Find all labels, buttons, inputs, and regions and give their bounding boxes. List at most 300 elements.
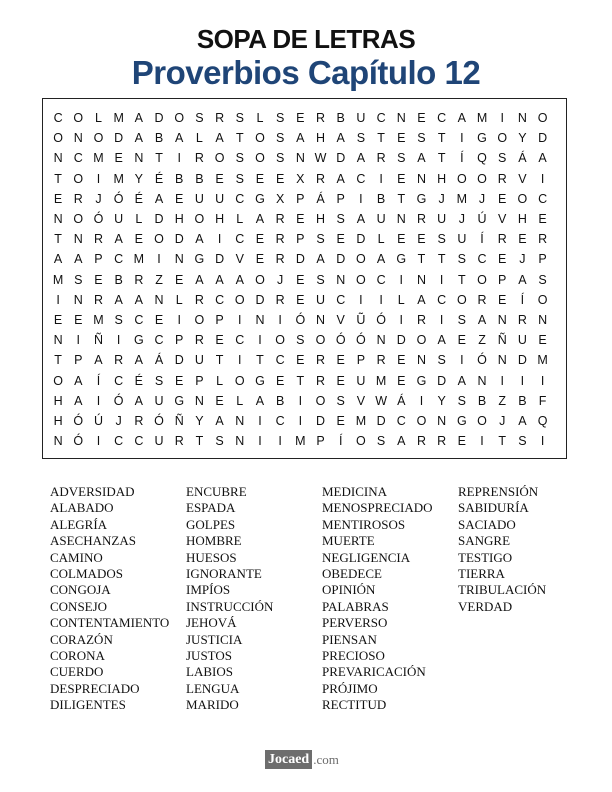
grid-letter: A xyxy=(336,131,345,146)
grid-letter: Ó xyxy=(295,313,306,327)
grid-letter: U xyxy=(154,434,164,449)
grid-letter: A xyxy=(477,313,487,327)
grid-letter: N xyxy=(53,212,63,226)
grid-letter: S xyxy=(457,252,467,267)
word-list-item: NEGLIGENCIA xyxy=(322,549,411,565)
grid-letter: R xyxy=(538,232,548,247)
grid-letter: B xyxy=(154,131,164,146)
grid-letter: R xyxy=(194,333,204,348)
grid-letter: Q xyxy=(477,151,487,166)
word-list-column-2 xyxy=(186,484,273,713)
grid-row xyxy=(43,148,568,168)
grid-letter: I xyxy=(258,434,262,449)
grid-letter: Z xyxy=(478,333,486,348)
grid-letter: G xyxy=(396,252,407,267)
word-list-item: TRIBULACIÓN xyxy=(458,582,547,598)
grid-letter: S xyxy=(296,333,305,348)
grid-letter: A xyxy=(376,252,386,267)
grid-letter: P xyxy=(175,333,184,348)
grid-letter: S xyxy=(336,212,345,226)
word-list-item: DILIGENTES xyxy=(50,697,126,713)
grid-letter: E xyxy=(518,232,527,247)
grid-letter: E xyxy=(255,252,265,267)
grid-letter: D xyxy=(517,353,527,368)
grid-letter: C xyxy=(477,252,487,267)
grid-letter: N xyxy=(416,171,426,186)
grid-letter: R xyxy=(275,292,285,307)
grid-letter: O xyxy=(497,131,508,146)
grid-letter: I xyxy=(96,434,101,449)
grid-letter: G xyxy=(133,333,144,348)
word-list-item: JUSTOS xyxy=(186,647,233,663)
grid-letter: A xyxy=(437,333,446,348)
grid-row xyxy=(43,108,568,128)
grid-letter: S xyxy=(275,131,285,146)
grid-letter: O xyxy=(315,333,326,348)
grid-letter: S xyxy=(457,313,467,327)
grid-row xyxy=(43,310,568,330)
grid-letter: R xyxy=(316,171,326,186)
grid-letter: Ú xyxy=(477,212,487,226)
grid-letter: N xyxy=(53,434,63,449)
grid-letter: S xyxy=(336,393,345,408)
grid-letter: J xyxy=(438,191,445,206)
grid-letter: C xyxy=(235,232,245,247)
grid-letter: S xyxy=(154,373,164,388)
grid-letter: C xyxy=(396,414,406,428)
grid-letter: G xyxy=(416,191,427,206)
grid-letter: V xyxy=(235,252,244,267)
grid-letter: O xyxy=(234,292,245,307)
grid-letter: I xyxy=(258,333,262,348)
grid-letter: Á xyxy=(397,393,406,408)
grid-letter: B xyxy=(518,393,527,408)
word-list-item: PIENSAN xyxy=(322,631,377,647)
word-list-item: PRECIOSO xyxy=(322,647,385,663)
grid-letter: Á xyxy=(316,191,325,206)
grid-row xyxy=(43,330,568,350)
grid-letter: A xyxy=(134,131,144,146)
grid-letter: D xyxy=(336,151,346,166)
word-list-item: JEHOVÁ xyxy=(186,615,237,631)
word-list-item: VERDAD xyxy=(458,598,513,614)
grid-letter: I xyxy=(540,373,545,388)
grid-letter: Ũ xyxy=(356,313,366,327)
grid-row xyxy=(43,249,568,269)
grid-row xyxy=(43,391,568,411)
grid-letter: E xyxy=(255,171,265,186)
grid-letter: Ó xyxy=(73,434,84,449)
grid-letter: M xyxy=(355,414,367,428)
grid-letter: N xyxy=(477,373,487,388)
grid-letter: D xyxy=(437,373,447,388)
grid-letter: G xyxy=(416,373,427,388)
grid-letter: W xyxy=(375,393,387,408)
grid-letter: O xyxy=(154,232,164,247)
grid-letter: I xyxy=(177,151,181,166)
grid-letter: R xyxy=(174,434,184,449)
grid-letter: O xyxy=(456,292,467,307)
grid-letter: S xyxy=(376,434,386,449)
grid-letter: C xyxy=(538,191,548,206)
grid-letter: A xyxy=(74,252,83,267)
grid-letter: N xyxy=(416,272,426,287)
grid-letter: E xyxy=(498,292,507,307)
word-list-item: SABIDURÍA xyxy=(458,500,529,516)
grid-letter: E xyxy=(397,373,406,388)
grid-letter: E xyxy=(53,313,63,327)
grid-letter: R xyxy=(437,434,447,449)
grid-letter: O xyxy=(255,272,265,287)
grid-letter: T xyxy=(235,131,244,146)
grid-letter: S xyxy=(417,131,426,146)
grid-letter: I xyxy=(359,292,363,307)
grid-letter: M xyxy=(295,434,306,449)
grid-letter: G xyxy=(255,191,265,206)
grid-letter: I xyxy=(177,313,181,327)
grid-letter: P xyxy=(356,353,366,368)
grid-letter: C xyxy=(356,171,366,186)
word-list-item: OBEDECE xyxy=(322,565,382,581)
grid-letter: I xyxy=(500,111,504,125)
grid-letter: S xyxy=(195,111,204,125)
grid-letter: T xyxy=(54,232,62,247)
grid-letter: E xyxy=(397,232,406,247)
grid-letter: N xyxy=(497,353,507,368)
grid-letter: O xyxy=(416,333,427,348)
grid-letter: R xyxy=(275,252,285,267)
grid-letter: A xyxy=(74,393,83,408)
word-list-item: CONSEJO xyxy=(50,598,108,614)
grid-letter: O xyxy=(477,272,487,287)
grid-letter: E xyxy=(94,272,103,287)
word-list-column-4 xyxy=(458,484,546,615)
grid-letter: E xyxy=(275,171,285,186)
grid-letter: I xyxy=(278,434,282,449)
grid-letter: I xyxy=(238,313,242,327)
grid-letter: I xyxy=(399,272,404,287)
grid-letter: R xyxy=(416,212,426,226)
grid-letter: O xyxy=(53,373,63,388)
grid-letter: C xyxy=(275,414,285,428)
grid-row xyxy=(43,350,568,370)
grid-letter: E xyxy=(417,232,426,247)
grid-letter: A xyxy=(397,434,406,449)
grid-letter: M xyxy=(93,313,104,327)
grid-letter: C xyxy=(235,333,245,348)
grid-letter: U xyxy=(154,393,164,408)
grid-letter: R xyxy=(497,171,507,186)
grid-letter: Ñ xyxy=(174,414,184,428)
grid-letter: E xyxy=(154,313,164,327)
word-list-item: ADVERSIDAD xyxy=(50,484,135,499)
grid-letter: Ú xyxy=(93,414,103,428)
grid-letter: I xyxy=(238,353,242,368)
grid-letter: C xyxy=(53,111,63,125)
grid-letter: E xyxy=(538,212,547,226)
grid-letter: A xyxy=(235,272,244,287)
grid-letter: S xyxy=(437,232,446,247)
grid-letter: P xyxy=(94,252,103,267)
grid-letter: Í xyxy=(96,373,101,388)
grid-row xyxy=(43,189,568,209)
grid-letter: L xyxy=(216,373,224,388)
grid-letter: B xyxy=(114,272,123,287)
grid-letter: I xyxy=(399,313,404,327)
grid-letter: G xyxy=(255,373,265,388)
grid-letter: N xyxy=(517,111,527,125)
grid-letter: E xyxy=(255,232,265,247)
grid-letter: N xyxy=(73,232,83,247)
grid-letter: V xyxy=(356,393,366,408)
grid-letter: Ó xyxy=(376,313,386,327)
grid-letter: O xyxy=(315,393,326,408)
word-list-item: MARIDO xyxy=(186,697,239,713)
grid-letter: M xyxy=(476,111,488,125)
grid-letter: E xyxy=(134,232,144,247)
word-list-item: MEDICINA xyxy=(322,484,387,499)
grid-letter: I xyxy=(379,171,383,186)
grid-letter: A xyxy=(53,252,63,267)
grid-letter: C xyxy=(215,292,225,307)
brand-name: Jocaed xyxy=(265,750,312,769)
grid-letter: N xyxy=(235,434,245,449)
brand-logo[interactable] xyxy=(265,749,339,769)
word-list-item: CORONA xyxy=(50,647,105,663)
grid-letter: V xyxy=(518,171,527,186)
grid-letter: F xyxy=(538,393,547,408)
grid-letter: W xyxy=(314,151,327,166)
grid-letter: B xyxy=(175,171,184,186)
word-list-item: HUESOS xyxy=(186,549,237,565)
grid-letter: L xyxy=(135,212,143,226)
grid-letter: O xyxy=(416,414,427,428)
grid-letter: N xyxy=(154,292,164,307)
grid-letter: I xyxy=(460,131,464,146)
grid-letter: T xyxy=(195,434,204,449)
grid-letter: H xyxy=(316,131,326,146)
grid-letter: M xyxy=(456,191,468,206)
grid-letter: R xyxy=(215,111,225,125)
word-list-item: LABIOS xyxy=(186,664,233,680)
grid-letter: H xyxy=(517,212,527,226)
grid-letter: G xyxy=(174,393,185,408)
grid-letter: E xyxy=(215,171,224,186)
grid-letter: D xyxy=(336,252,346,267)
grid-letter: A xyxy=(134,393,144,408)
grid-letter: N xyxy=(53,333,63,348)
grid-letter: Z xyxy=(498,393,507,408)
grid-letter: O xyxy=(537,292,548,307)
grid-letter: B xyxy=(336,111,345,125)
grid-letter: E xyxy=(215,333,224,348)
grid-letter: U xyxy=(457,232,467,247)
grid-letter: A xyxy=(417,292,426,307)
grid-letter: U xyxy=(376,212,386,226)
grid-letter: S xyxy=(74,272,83,287)
grid-letter: I xyxy=(56,292,60,307)
grid-letter: M xyxy=(52,272,64,287)
grid-letter: E xyxy=(296,292,305,307)
grid-letter: C xyxy=(437,292,447,307)
grid-letter: R xyxy=(416,313,426,327)
grid-letter: T xyxy=(54,171,62,186)
word-list-item: SACIADO xyxy=(458,516,516,532)
grid-letter: A xyxy=(195,232,204,247)
grid-letter: Z xyxy=(155,272,163,287)
grid-letter: H xyxy=(53,414,63,428)
grid-row xyxy=(43,270,568,290)
grid-letter: S xyxy=(457,393,467,408)
word-list-item: ENCUBRE xyxy=(186,484,247,499)
grid-letter: A xyxy=(154,191,164,206)
grid-letter: O xyxy=(73,171,84,186)
grid-letter: A xyxy=(215,272,224,287)
grid-letter: O xyxy=(477,171,487,186)
grid-letter: R xyxy=(376,353,386,368)
grid-letter: N xyxy=(437,414,447,428)
grid-letter: A xyxy=(134,292,144,307)
grid-letter: C xyxy=(437,111,447,125)
grid-letter: S xyxy=(538,272,547,287)
grid-letter: I xyxy=(419,393,424,408)
grid-letter: L xyxy=(175,292,183,307)
grid-letter: D xyxy=(316,414,326,428)
grid-letter: Í xyxy=(338,434,343,449)
word-list-item: TESTIGO xyxy=(458,549,513,565)
word-list-item: GOLPES xyxy=(186,516,236,532)
grid-letter: E xyxy=(417,111,426,125)
grid-letter: O xyxy=(174,111,185,125)
grid-letter: T xyxy=(437,131,446,146)
grid-letter: Ó xyxy=(335,333,346,348)
grid-letter: J xyxy=(95,191,102,206)
grid-letter: A xyxy=(457,111,467,125)
grid-letter: S xyxy=(397,151,406,166)
grid-letter: I xyxy=(439,272,444,287)
grid-letter: G xyxy=(477,131,487,146)
grid-letter: N xyxy=(396,212,406,226)
grid-letter: T xyxy=(54,353,62,368)
word-list-column-1 xyxy=(50,484,169,713)
grid-letter: N xyxy=(396,111,406,125)
grid-letter: I xyxy=(298,414,303,428)
grid-letter: N xyxy=(73,292,83,307)
grid-letter: N xyxy=(497,313,507,327)
grid-letter: T xyxy=(215,353,224,368)
word-list-column-3 xyxy=(322,484,433,713)
grid-letter: Y xyxy=(134,171,144,186)
grid-letter: J xyxy=(115,414,122,428)
grid-letter: S xyxy=(275,151,285,166)
grid-letter: O xyxy=(517,191,528,206)
grid-letter: A xyxy=(134,111,144,125)
grid-row xyxy=(43,411,568,431)
grid-letter: A xyxy=(114,232,123,247)
word-list-item: JUSTICIA xyxy=(186,631,243,647)
grid-letter: J xyxy=(458,212,465,226)
grid-letter: I xyxy=(76,333,81,348)
grid-letter: E xyxy=(397,171,406,186)
grid-letter: É xyxy=(134,191,144,206)
grid-letter: A xyxy=(538,151,547,166)
grid-letter: D xyxy=(356,232,366,247)
grid-letter: E xyxy=(296,111,305,125)
grid-letter: R xyxy=(497,232,507,247)
grid-letter: O xyxy=(537,111,548,125)
grid-letter: O xyxy=(194,212,205,226)
grid-letter: R xyxy=(134,272,144,287)
grid-letter: D xyxy=(396,333,406,348)
word-list-item: SANGRE xyxy=(458,533,511,549)
grid-letter: Y xyxy=(437,393,446,408)
page-title: SOPA DE LETRAS xyxy=(196,24,416,54)
word-list-item: PERVERSO xyxy=(322,615,388,631)
grid-letter: S xyxy=(356,131,366,146)
grid-letter: P xyxy=(336,191,345,206)
grid-letter: A xyxy=(316,252,325,267)
grid-letter: Ó xyxy=(93,212,104,226)
grid-letter: J xyxy=(499,414,506,428)
grid-letter: C xyxy=(376,111,386,125)
grid-letter: Í xyxy=(460,151,464,166)
grid-letter: C xyxy=(336,292,346,307)
grid-letter: P xyxy=(316,434,325,449)
grid-letter: I xyxy=(540,171,545,186)
grid-letter: Ó xyxy=(113,393,124,408)
grid-letter: A xyxy=(518,414,527,428)
grid-letter: Í xyxy=(480,232,484,247)
grid-letter: B xyxy=(376,191,386,206)
word-list-item: HOMBRE xyxy=(186,533,242,549)
grid-letter: D xyxy=(215,252,225,267)
grid-letter: I xyxy=(298,393,303,408)
grid-letter: H xyxy=(215,212,225,226)
grid-letter: X xyxy=(296,171,305,186)
grid-letter: É xyxy=(154,171,164,186)
grid-letter: U xyxy=(114,212,124,226)
grid-row xyxy=(43,371,568,391)
grid-letter: Ó xyxy=(356,333,366,348)
word-list-item: DESPRECIADO xyxy=(50,680,140,696)
grid-letter: U xyxy=(194,353,204,368)
grid-letter: I xyxy=(157,252,161,267)
grid-letter: C xyxy=(114,252,124,267)
grid-letter: U xyxy=(437,212,447,226)
grid-letter: B xyxy=(275,393,285,408)
word-list-item: LENGUA xyxy=(186,680,240,696)
grid-letter: X xyxy=(275,191,285,206)
grid-letter: V xyxy=(336,313,345,327)
grid-letter: R xyxy=(93,232,103,247)
grid-letter: M xyxy=(537,353,548,368)
grid-letter: V xyxy=(498,212,507,226)
grid-letter: O xyxy=(456,171,467,186)
grid-letter: N xyxy=(538,313,548,327)
grid-letter: R xyxy=(517,313,527,327)
grid-letter: C xyxy=(134,313,144,327)
grid-letter: I xyxy=(116,333,121,348)
word-list-item: PREVARICACIÓN xyxy=(322,664,426,680)
grid-letter: O xyxy=(73,212,84,226)
grid-letter: S xyxy=(518,434,527,449)
grid-letter: O xyxy=(275,333,286,348)
grid-letter: H xyxy=(437,171,447,186)
grid-letter: A xyxy=(457,373,467,388)
grid-letter: A xyxy=(255,212,265,226)
grid-letter: A xyxy=(296,131,305,146)
grid-letter: C xyxy=(114,373,124,388)
